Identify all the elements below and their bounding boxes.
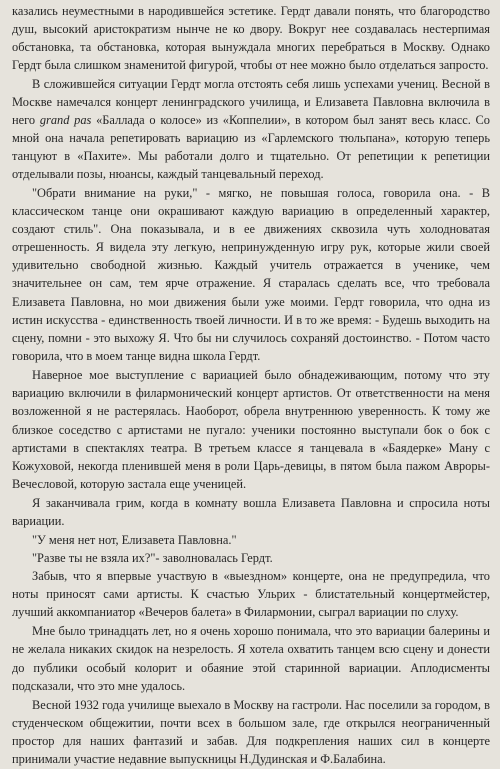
paragraph xyxy=(12,75,490,184)
paragraph: Весной 1932 года училище выехало в Москву на гастроли. Нас поселили за городом, в студенческом общежитии, почти всех в большом зале, где открылся неограниченный простор для наших фантазий и забав. Для подкрепления наших сил в концерте принимали участие недавние выпускницы Н.Дудинская и Ф.Балабина. xyxy=(12,697,490,767)
paragraph-text: В сложившейся ситуации Гердт могла отстоять себя лишь успехами учениц. Весной в Москве намечался концерт ленинградского училища, и Елизавета Павловна включила в него xyxy=(12,76,490,127)
paragraph: "Обрати внимание на руки," - мягко, не повышая голоса, говорила она. - В классическом танце они окрашивают каждую вариацию в определенный характер, создают стиль". Она показывала, и в ее движениях сквозила чуть холодноватая отрешенность. Я видела эту легкую, непринужденную игру рук, которые жили своей удивительно свободной жизнью. Каждый учитель отражается в ученике, чем значительнее он сам, тем ярче отражение. Я старалась сделать все, что требовала Елизавета Павловна, но мои движения были уже моими. Гердт говорила, что одна из истин искусства - единственность твоей личности. И в то же время: - Будешь выходить на сцену, помни - это выхожу Я. Что бы ни случилось сохраняй достоинство. - Потом часто говорила, что в моем танце видна школа Гердт. xyxy=(12,185,490,363)
paragraph: Мне было тринадцать лет, но я очень хорошо понимала, что это вариации балерины и не желала никаких скидок на незрелость. Я хотела охватить танцем всю сцену и донести до публики особый колорит и обаяние этой старинной вариации. Аплодисменты подсказали, что это мне удалось. xyxy=(12,624,490,693)
paragraph: Я заканчивала грим, когда в комнату вошла Елизавета Павловна и спросила ноты вариации. xyxy=(12,496,490,529)
dialogue-line: "Разве ты не взяла их?"- заволновалась Гердт. xyxy=(32,550,273,565)
paragraph: казались неуместными в народившейся эстетике. Гердт давали понять, что благородство душ, высокий аристократизм нынче не ко двору. Вокруг нее создавалась нестерпимая обстановка, та обстановка, которая вынуждала многих перебраться в Москву. Однако Гердт была слишком знаменитой фигурой, чтобы от нее можно было отделаться запросто. xyxy=(12,4,490,73)
paragraph: Забыв, что я впервые участвую в «выездном» концерте, она не предупредила, что ноты приносят сами артисты. К счастью Ульрих - блистательный концертмейстер, лучший аккомпаниатор «Вечеров балета» в Филармонии, сыграл вариации по слуху. xyxy=(12,568,490,620)
paragraph: Наверное мое выступление с вариацией было обнадеживающим, потому что эту вариацию включили в филармонический концерт артистов. От ответственности на меня возложенной я не растерялась. Наоборот, обрела внутреннюю уверенность. К тому же близкое соседство с артистами не пугало: ученики постоянно выступали бок о бок с артистами в спектаклях театра. В третьем классе я танцевала в «Баядерке» Ману с Кожуховой, некогда пленившей меня в роли Царь-девицы, в пятом была пажом Авроры-Вечесловой, которую застала еще ученицей. xyxy=(12,368,490,492)
italic-term: grand pas xyxy=(39,112,92,127)
dialogue-line: "У меня нет нот, Елизавета Павловна." xyxy=(32,532,237,547)
paragraph-text: «Баллада о колосе» из «Коппелии», в котором был занят весь класс. Со мной она начала репетировать вариацию из «Гарлемского тюльпана», которую теперь танцуют в «Пахите». Мы работали долго и тщательно. От репетиции к репетиции отделывали позы, нюансы, каждый танцевальный переход. xyxy=(12,112,490,182)
